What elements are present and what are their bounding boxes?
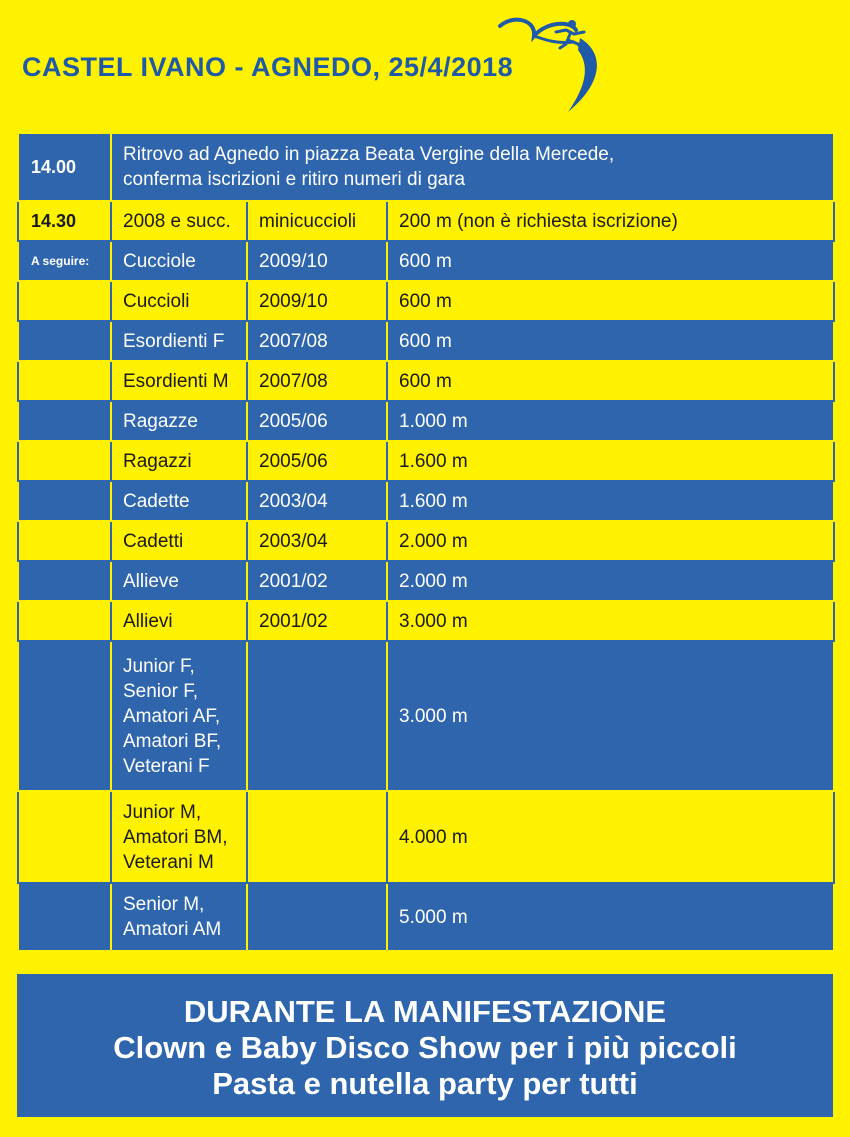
group-category-line: Senior M, xyxy=(123,894,205,915)
race-years: 2005/06 xyxy=(247,441,387,481)
race-years: 2009/10 xyxy=(247,281,387,321)
empty-time-cell xyxy=(18,481,111,521)
race-category: Cadette xyxy=(111,481,247,521)
intro-row xyxy=(18,133,834,201)
empty-time-cell xyxy=(18,321,111,361)
empty-years-cell xyxy=(247,883,387,951)
group-category-line: Amatori AF, xyxy=(123,705,221,727)
empty-time-cell xyxy=(18,401,111,441)
first-race-year: 2008 e succ. xyxy=(111,201,247,241)
race-distance: 1.600 m xyxy=(387,481,834,521)
race-category: Ragazzi xyxy=(111,441,247,481)
race-row xyxy=(18,521,834,561)
group-race-row xyxy=(18,641,834,791)
group-category-line: Veterani M xyxy=(123,851,214,873)
schedule-table xyxy=(17,132,835,952)
group-category-line: Amatori BM, xyxy=(123,826,228,848)
race-row xyxy=(18,441,834,481)
group-categories xyxy=(111,883,247,951)
race-category: Allieve xyxy=(111,561,247,601)
intro-time: 14.00 xyxy=(18,133,111,201)
event-banner xyxy=(17,974,833,1117)
group-category-line: Junior M, xyxy=(123,801,202,823)
race-row xyxy=(18,361,834,401)
group-categories xyxy=(111,641,247,791)
race-distance: 600 m xyxy=(387,361,834,401)
race-category: Cucciole xyxy=(111,241,247,281)
race-row xyxy=(18,401,834,441)
race-distance: 2.000 m xyxy=(387,521,834,561)
race-years: 2001/02 xyxy=(247,601,387,641)
banner-line3: Pasta e nutella party per tutti xyxy=(212,1066,638,1101)
first-race-time: 14.30 xyxy=(18,201,111,241)
race-years: 2003/04 xyxy=(247,481,387,521)
race-category: Esordienti M xyxy=(111,361,247,401)
intro-text-line1: Ritrovo ad Agnedo in piazza Beata Vergine della Mercede, xyxy=(123,144,615,165)
race-distance: 1.600 m xyxy=(387,441,834,481)
race-category: Allievi xyxy=(111,601,247,641)
empty-years-cell xyxy=(247,641,387,791)
first-race-distance: 200 m (non è richiesta iscrizione) xyxy=(387,201,834,241)
empty-time-cell xyxy=(18,641,111,791)
intro-text-line2: conferma iscrizioni e ritiro numeri di gara xyxy=(123,169,466,190)
empty-time-cell xyxy=(18,281,111,321)
race-years: 2009/10 xyxy=(247,241,387,281)
race-row xyxy=(18,241,834,281)
race-years: 2007/08 xyxy=(247,361,387,401)
group-category-line: Amatori BF, xyxy=(123,730,222,752)
page-title: CASTEL IVANO - AGNEDO, 25/4/2018 xyxy=(22,52,514,82)
group-distance: 3.000 m xyxy=(387,641,834,791)
race-row xyxy=(18,561,834,601)
race-category: Ragazze xyxy=(111,401,247,441)
empty-time-cell xyxy=(18,441,111,481)
race-distance: 600 m xyxy=(387,241,834,281)
race-row xyxy=(18,601,834,641)
race-category: Esordienti F xyxy=(111,321,247,361)
intro-text xyxy=(111,133,834,201)
group-categories xyxy=(111,791,247,883)
banner-line2: Clown e Baby Disco Show per i più piccoli xyxy=(113,1030,737,1065)
group-category-line: Junior F, xyxy=(123,655,195,677)
race-distance: 2.000 m xyxy=(387,561,834,601)
race-years: 2001/02 xyxy=(247,561,387,601)
race-distance: 600 m xyxy=(387,281,834,321)
group-category-line: Senior F, xyxy=(123,680,198,702)
race-row xyxy=(18,321,834,361)
following-label: A seguire: xyxy=(18,241,111,281)
empty-time-cell xyxy=(18,521,111,561)
empty-time-cell xyxy=(18,791,111,883)
race-distance: 1.000 m xyxy=(387,401,834,441)
race-distance: 3.000 m xyxy=(387,601,834,641)
empty-years-cell xyxy=(247,791,387,883)
empty-time-cell xyxy=(18,361,111,401)
empty-time-cell xyxy=(18,883,111,951)
race-category: Cuccioli xyxy=(111,281,247,321)
group-category-line: Amatori AM xyxy=(123,919,222,940)
race-years: 2005/06 xyxy=(247,401,387,441)
empty-time-cell xyxy=(18,601,111,641)
first-race-category: minicuccioli xyxy=(247,201,387,241)
empty-time-cell xyxy=(18,561,111,601)
first-race-row xyxy=(18,201,834,241)
race-years: 2003/04 xyxy=(247,521,387,561)
race-row xyxy=(18,481,834,521)
race-distance: 600 m xyxy=(387,321,834,361)
runner-logo-icon xyxy=(494,14,604,114)
race-category: Cadetti xyxy=(111,521,247,561)
group-distance: 4.000 m xyxy=(387,791,834,883)
race-row xyxy=(18,281,834,321)
group-category-line: Veterani F xyxy=(123,755,210,777)
race-years: 2007/08 xyxy=(247,321,387,361)
group-race-row xyxy=(18,791,834,883)
group-race-row xyxy=(18,883,834,951)
group-distance: 5.000 m xyxy=(387,883,834,951)
banner-line1: DURANTE LA MANIFESTAZIONE xyxy=(183,994,667,1029)
